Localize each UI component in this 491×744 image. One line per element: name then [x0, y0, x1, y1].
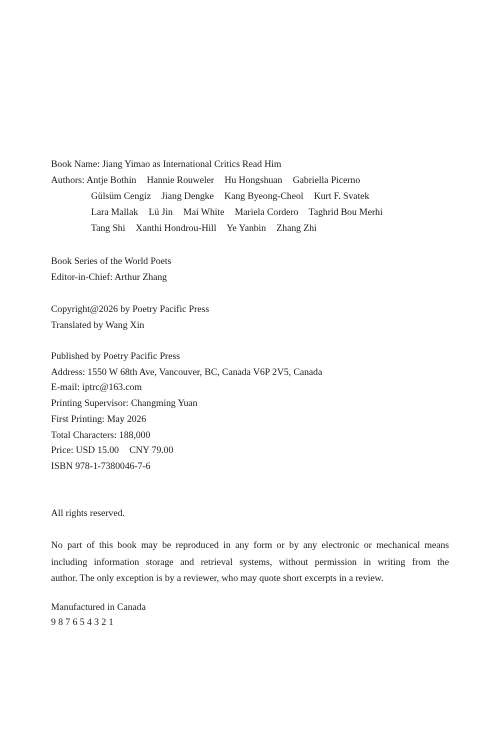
author-name: Lü Jin [148, 207, 173, 218]
author-name: Kang Byeong-Cheol [224, 191, 304, 202]
email-line: E-mail: iptrc@163.com [51, 382, 142, 393]
authors-line-1 [51, 173, 360, 188]
notice-line: No part of this book may be reproduced in any form or by any electronic or mechanical means [51, 540, 449, 551]
author-name: Antje Bothin [86, 175, 137, 186]
publisher-line: Published by Poetry Pacific Press [51, 351, 180, 362]
author-name: Ye Yanbin [226, 223, 267, 234]
copyright-line: Copyright@2026 by Poetry Pacific Press [51, 304, 210, 315]
price-cny: CNY 79.00 [129, 445, 174, 456]
author-name: Hannie Rouweler [146, 175, 215, 186]
notice-line: including information storage and retrieval systems, without permission in writing from the [51, 556, 449, 568]
author-name: Mariela Cordero [234, 207, 299, 218]
characters-line: Total Characters: 188,000 [51, 430, 151, 441]
author-name: Hu Hongshuan [224, 175, 283, 186]
author-name: Xanthi Hondrou-Hill [135, 223, 217, 234]
notice-line: author. The only exception is by a reviewer, who may quote short excerpts in a review. [51, 573, 384, 584]
author-name: Mai White [183, 207, 225, 218]
authors-line-2 [91, 189, 369, 204]
rights-notice [51, 538, 449, 588]
isbn-line: ISBN 978-1-7380046-7-6 [51, 461, 151, 472]
manufactured-line: Manufactured in Canada [51, 602, 146, 613]
editor-line: Editor-in-Chief: Arthur Zhang [51, 272, 167, 283]
authors-label: Authors: [51, 175, 85, 186]
author-name: Tang Shi [91, 223, 126, 234]
supervisor-line: Printing Supervisor: Changming Yuan [51, 398, 198, 409]
authors-line-4 [91, 221, 317, 236]
translator-line: Translated by Wang Xin [51, 320, 145, 331]
price-line [51, 443, 173, 458]
first-printing-line: First Printing: May 2026 [51, 414, 147, 425]
author-name: Taghrid Bou Merhi [308, 207, 383, 218]
author-name: Jiang Dengke [161, 191, 214, 202]
author-name: Kurt F. Svatek [313, 191, 370, 202]
book-name-line: Book Name: Jiang Yimao as International Critics Read Him [51, 159, 282, 170]
rights-reserved-line: All rights reserved. [51, 508, 125, 519]
author-name: Gabriella Picerno [292, 175, 361, 186]
printing-numbers: 9 8 7 6 5 4 3 2 1 [51, 617, 114, 628]
authors-line-3 [91, 205, 383, 220]
price-usd: Price: USD 15.00 [51, 445, 119, 456]
author-name: Gülsüm Cengiz [91, 191, 151, 202]
author-name: Zhang Zhi [276, 223, 317, 234]
author-name: Lara Mallak [91, 207, 139, 218]
series-line: Book Series of the World Poets [51, 256, 172, 267]
address-line: Address: 1550 W 68th Ave, Vancouver, BC, Canada V6P 2V5, Canada [51, 367, 323, 378]
